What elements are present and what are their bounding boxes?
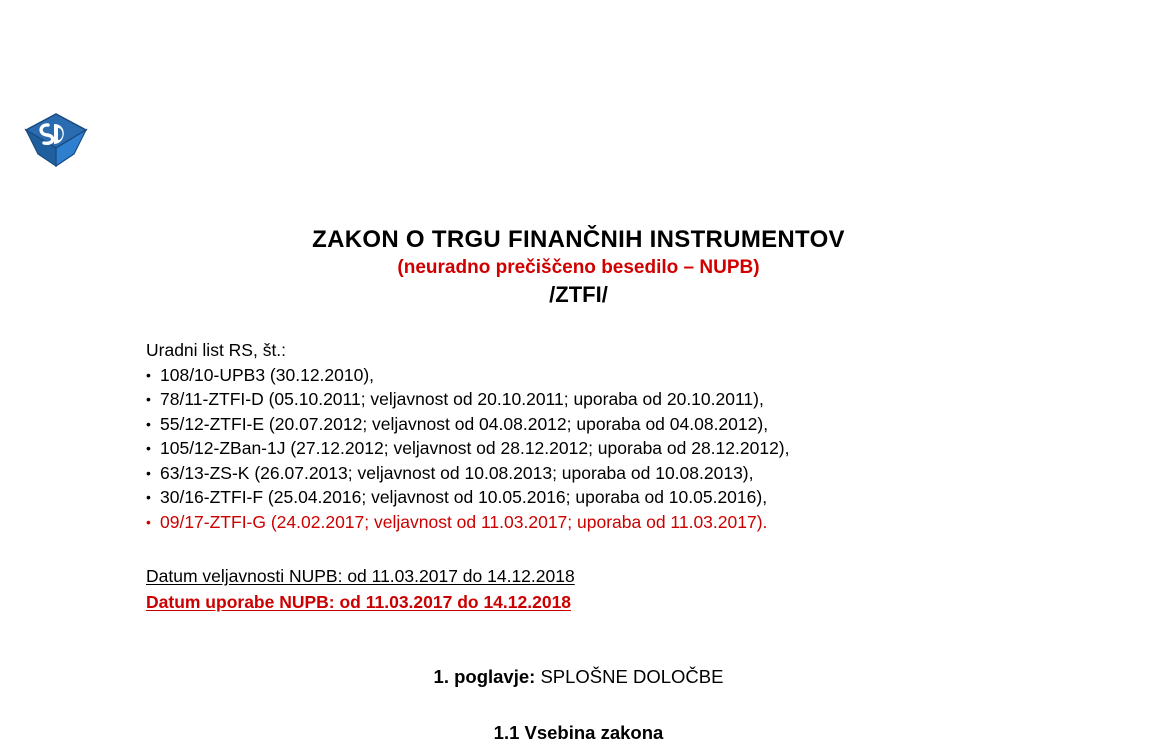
list-item: [146, 462, 1046, 483]
list-item: [146, 364, 1046, 385]
page-subtitle: (neuradno prečiščeno besedilo – NUPB): [397, 256, 760, 278]
list-item-label: 63/13-ZS-K (26.07.2013; veljavnost od 10.08.2013; uporaba od 10.08.2013),: [160, 462, 754, 483]
list-item-label: 78/11-ZTFI-D (05.10.2011; veljavnost od 20.10.2011; uporaba od 20.10.2011),: [160, 389, 764, 409]
bullet-icon: •: [146, 513, 151, 530]
validity-date-line: Datum veljavnosti NUPB: od 11.03.2017 do 14.12.2018: [146, 566, 575, 586]
list-item-label: 108/10-UPB3 (30.12.2010),: [160, 364, 375, 385]
dates-block: [146, 568, 575, 619]
bullet-icon: •: [146, 366, 151, 383]
list-item-label: 55/12-ZTFI-E (20.07.2012; veljavnost od 04.08.2012; uporaba od 04.08.2012),: [160, 413, 769, 434]
bullet-icon: •: [146, 415, 151, 432]
section-heading: 1.1 Vsebina zakona: [493, 722, 664, 743]
title-block: [0, 226, 1157, 309]
gazette-list: [146, 342, 1046, 538]
list-item: [146, 440, 1046, 458]
chapter-number: 1. poglavje:: [433, 666, 536, 687]
bullet-icon: •: [146, 489, 151, 505]
chapter-title: SPLOŠNE DOLOČBE: [540, 666, 724, 687]
bullet-icon: •: [146, 391, 151, 407]
list-item: [146, 391, 1046, 409]
page-title: ZAKON O TRGU FINANČNIH INSTRUMENTOV: [312, 226, 845, 253]
application-date-line: Datum uporabe NUPB: od 11.03.2017 do 14.12.2018: [146, 591, 572, 612]
bullet-icon: •: [146, 464, 151, 481]
list-item: [146, 511, 1046, 532]
list-item-label: 09/17-ZTFI-G (24.02.2017; veljavnost od 11.03.2017; uporaba od 11.03.2017).: [160, 511, 768, 532]
list-item: [146, 413, 1046, 434]
company-logo-icon: [18, 108, 94, 180]
list-item-label: 30/16-ZTFI-F (25.04.2016; veljavnost od 10.05.2016; uporaba od 10.05.2016),: [160, 487, 768, 507]
page-short-title: /ZTFI/: [549, 282, 608, 308]
gazette-label: Uradni list RS, št.:: [146, 340, 287, 360]
chapter-heading: [0, 666, 1157, 688]
list-item-label: 105/12-ZBan-1J (27.12.2012; veljavnost od 28.12.2012; uporaba od 28.12.2012),: [160, 438, 790, 458]
bullet-icon: •: [146, 440, 151, 456]
list-item: [146, 489, 1046, 507]
